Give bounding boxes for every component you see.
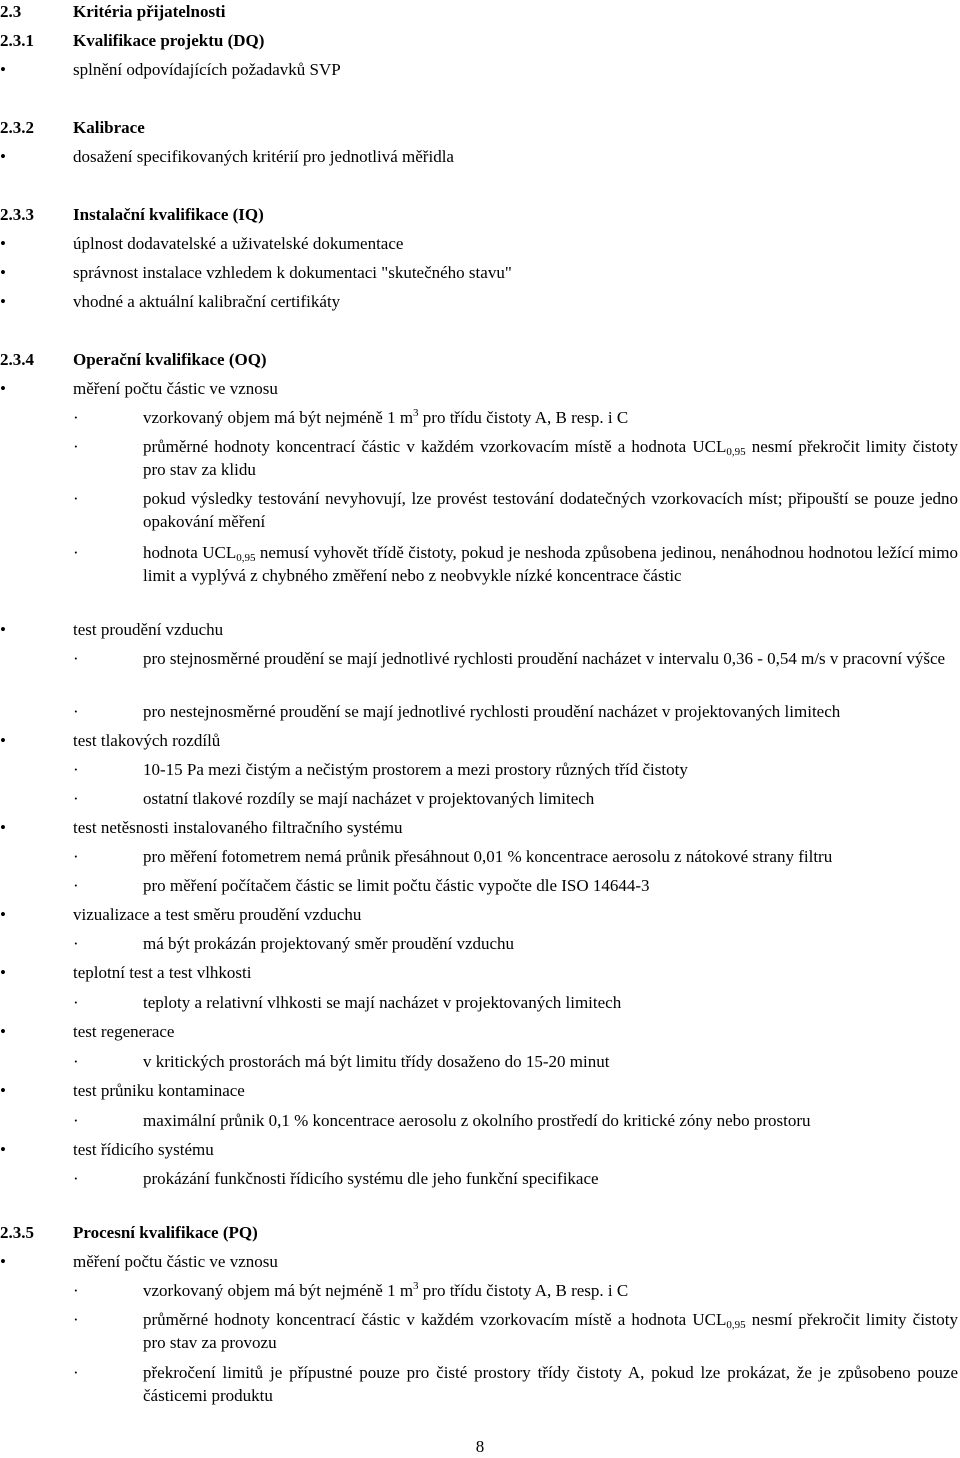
sub-item-text — [143, 406, 628, 429]
bullet-icon: • — [0, 60, 6, 79]
heading-number: 2.3.1 — [0, 31, 34, 50]
bullet-icon: • — [0, 263, 6, 282]
bullet-icon: • — [0, 292, 6, 311]
bullet-icon: • — [0, 234, 6, 253]
sub-item-text: překročení limitů je přípustné pouze pro čisté prostory třídy čistoty A, pokud lze prokázat, že je způsobeno pouze částicemi produktu — [143, 1363, 958, 1405]
page-number: 8 — [475, 1437, 485, 1456]
subscript: 0,95 — [726, 446, 746, 458]
bullet-icon: • — [0, 1252, 6, 1271]
sub-item-text — [143, 541, 958, 587]
list-item-text: test proudění vzduchu — [73, 620, 224, 639]
dash-icon: · — [73, 489, 79, 508]
heading-title: Operační kvalifikace (OQ) — [73, 350, 267, 369]
heading-title: Kritéria přijatelnosti — [73, 2, 226, 21]
dash-icon: · — [73, 543, 79, 562]
list-item-text: test průniku kontaminace — [73, 1081, 245, 1100]
list-item-text: test tlakových rozdílů — [73, 731, 221, 750]
dash-icon: · — [73, 1281, 79, 1300]
list-item-text: test regenerace — [73, 1022, 175, 1041]
superscript: 3 — [413, 407, 419, 419]
heading-title: Kalibrace — [73, 118, 145, 137]
bullet-icon: • — [0, 1081, 6, 1100]
heading-number: 2.3.4 — [0, 350, 34, 369]
dash-icon: · — [73, 1363, 79, 1382]
text-part: nemusí vyhovět třídě čistoty, pokud je neshoda způsobena jedinou, nenáhodnou hodnotou ležící mimo limit a vyplývá z chybného změření nebo z neobvykle nízké koncentrace částic — [143, 543, 958, 585]
superscript: 3 — [413, 1280, 419, 1292]
sub-item-text: pro měření fotometrem nemá průnik přesáhnout 0,01 % koncentrace aerosolu z nátokové strany filtru — [143, 847, 833, 866]
bullet-icon: • — [0, 818, 6, 837]
sub-item-text: pro stejnosměrné proudění se mají jednotlivé rychlosti proudění nacházet v intervalu 0,36 - 0,54 m/s v pracovní výšce — [143, 649, 946, 668]
bullet-icon: • — [0, 905, 6, 924]
dash-icon: · — [73, 408, 79, 427]
sub-item-text: 10-15 Pa mezi čistým a nečistým prostorem a mezi prostory různých tříd čistoty — [143, 760, 688, 779]
dash-icon: · — [73, 702, 79, 721]
list-item-text: úplnost dodavatelské a uživatelské dokumentace — [73, 234, 404, 253]
dash-icon: · — [73, 437, 79, 456]
sub-item-text: v kritických prostorách má být limitu třídy dosaženo do 15-20 minut — [143, 1052, 610, 1071]
sub-item-text — [143, 435, 958, 481]
dash-icon: · — [73, 789, 79, 808]
bullet-icon: • — [0, 1140, 6, 1159]
text-part: vzorkovaný objem má být nejméně 1 m — [143, 1281, 414, 1300]
bullet-icon: • — [0, 379, 6, 398]
heading-number: 2.3.2 — [0, 118, 34, 137]
list-item-text: vhodné a aktuální kalibrační certifikáty — [73, 292, 341, 311]
sub-item-text: maximální průnik 0,1 % koncentrace aerosolu z okolního prostředí do kritické zóny nebo prostoru — [143, 1111, 811, 1130]
dash-icon: · — [73, 760, 79, 779]
subscript: 0,95 — [236, 552, 256, 564]
list-item-text: teplotní test a test vlhkosti — [73, 963, 252, 982]
sub-item-text: ostatní tlakové rozdíly se mají nacházet v projektovaných limitech — [143, 789, 595, 808]
text-part: nesmí překročit limity čistoty pro stav za provozu — [143, 1310, 958, 1352]
sub-item-text — [143, 1279, 628, 1302]
heading-title: Procesní kvalifikace (PQ) — [73, 1223, 258, 1242]
list-item-text: měření počtu částic ve vznosu — [73, 1252, 278, 1271]
sub-item-text: pro měření počítačem částic se limit počtu částic vypočte dle ISO 14644-3 — [143, 876, 650, 895]
heading-title: Kvalifikace projektu (DQ) — [73, 31, 265, 50]
heading-title: Instalační kvalifikace (IQ) — [73, 205, 264, 224]
list-item-text: správnost instalace vzhledem k dokumentaci "skutečného stavu" — [73, 263, 512, 282]
bullet-icon: • — [0, 731, 6, 750]
heading-number: 2.3.3 — [0, 205, 34, 224]
dash-icon: · — [73, 649, 79, 668]
sub-item-text: má být prokázán projektovaný směr proudění vzduchu — [143, 934, 515, 953]
sub-item-text: teploty a relativní vlhkosti se mají nacházet v projektovaných limitech — [143, 993, 622, 1012]
dash-icon: · — [73, 1310, 79, 1329]
sub-item-text: prokázání funkčnosti řídicího systému dle jeho funkční specifikace — [143, 1169, 599, 1188]
sub-item-text — [143, 1308, 958, 1354]
text-part: hodnota UCL — [143, 543, 237, 562]
dash-icon: · — [73, 993, 79, 1012]
bullet-icon: • — [0, 963, 6, 982]
dash-icon: · — [73, 934, 79, 953]
bullet-icon: • — [0, 147, 6, 166]
dash-icon: · — [73, 1169, 79, 1188]
list-item-text: splnění odpovídajících požadavků SVP — [73, 60, 341, 79]
heading-number: 2.3 — [0, 2, 22, 21]
list-item-text: vizualizace a test směru proudění vzduchu — [73, 905, 362, 924]
sub-item-text: pro nestejnosměrné proudění se mají jednotlivé rychlosti proudění nacházet v projektovaných limitech — [143, 702, 841, 721]
text-part: průměrné hodnoty koncentrací částic v každém vzorkovacím místě a hodnota UCL — [143, 437, 727, 456]
bullet-icon: • — [0, 1022, 6, 1041]
subscript: 0,95 — [726, 1319, 746, 1331]
list-item-text: měření počtu částic ve vznosu — [73, 379, 278, 398]
text-part: nesmí překročit limity čistoty pro stav za klidu — [143, 437, 958, 479]
dash-icon: · — [73, 1052, 79, 1071]
list-item-text: test netěsnosti instalovaného filtračního systému — [73, 818, 403, 837]
text-part: pro třídu čistoty A, B resp. i C — [418, 1281, 629, 1300]
bullet-icon: • — [0, 620, 6, 639]
sub-item-text: pokud výsledky testování nevyhovují, lze provést testování dodatečných vzorkovacích míst; připouští se pouze jedno opakování měření — [143, 489, 958, 531]
heading-number: 2.3.5 — [0, 1223, 34, 1242]
list-item-text: dosažení specifikovaných kritérií pro jednotlivá měřidla — [73, 147, 454, 166]
list-item-text: test řídicího systému — [73, 1140, 214, 1159]
dash-icon: · — [73, 1111, 79, 1130]
dash-icon: · — [73, 847, 79, 866]
text-part: pro třídu čistoty A, B resp. i C — [418, 408, 629, 427]
dash-icon: · — [73, 876, 79, 895]
text-part: vzorkovaný objem má být nejméně 1 m — [143, 408, 414, 427]
text-part: průměrné hodnoty koncentrací částic v každém vzorkovacím místě a hodnota UCL — [143, 1310, 727, 1329]
